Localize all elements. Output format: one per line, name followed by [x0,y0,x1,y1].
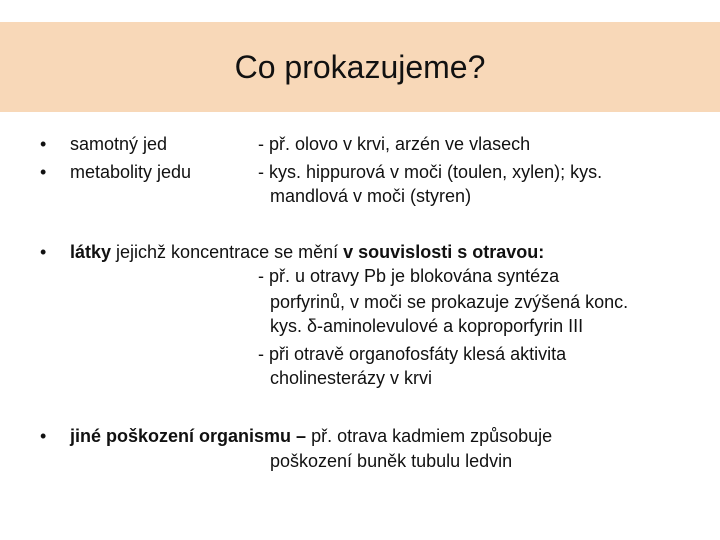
detail-line: - př. u otravy Pb je blokována syntéza [258,266,560,286]
bullet-marker: • [40,134,47,154]
detail-line: - př. olovo v krvi, arzén ve vlasech [258,134,531,154]
item-metabolity-jedu: metabolity jedu [70,162,192,182]
jine-poskozeni-line [70,424,552,448]
detail-line: porfyrinů, v moči se prokazuje zvýšená konc. [270,292,629,312]
slide-title: Co prokazujeme? [234,49,486,85]
text: jejichž koncentrace se mění [111,242,344,262]
detail-line: cholinesterázy v krvi [270,368,433,388]
text: př. otrava kadmiem způsobuje [306,426,553,446]
bold-text: jiné poškození organismu – [70,426,307,446]
latky-line [70,240,544,264]
bullet-marker: • [40,242,47,262]
bullet-marker: • [40,162,47,182]
detail-line: - kys. hippurová v moči (toulen, xylen); kys. [258,162,603,182]
bullet-marker: • [40,426,47,446]
item-samotny-jed: samotný jed [70,134,168,154]
bold-text: látky [70,242,112,262]
detail-line: mandlová v moči (styren) [270,186,472,206]
detail-line: poškození buněk tubulu ledvin [270,451,513,471]
detail-line: - při otravě organofosfáty klesá aktivita [258,344,567,364]
detail-line: kys. δ-aminolevulové a koproporfyrin III [270,316,584,336]
bold-text: v souvislosti s otravou: [343,242,545,262]
